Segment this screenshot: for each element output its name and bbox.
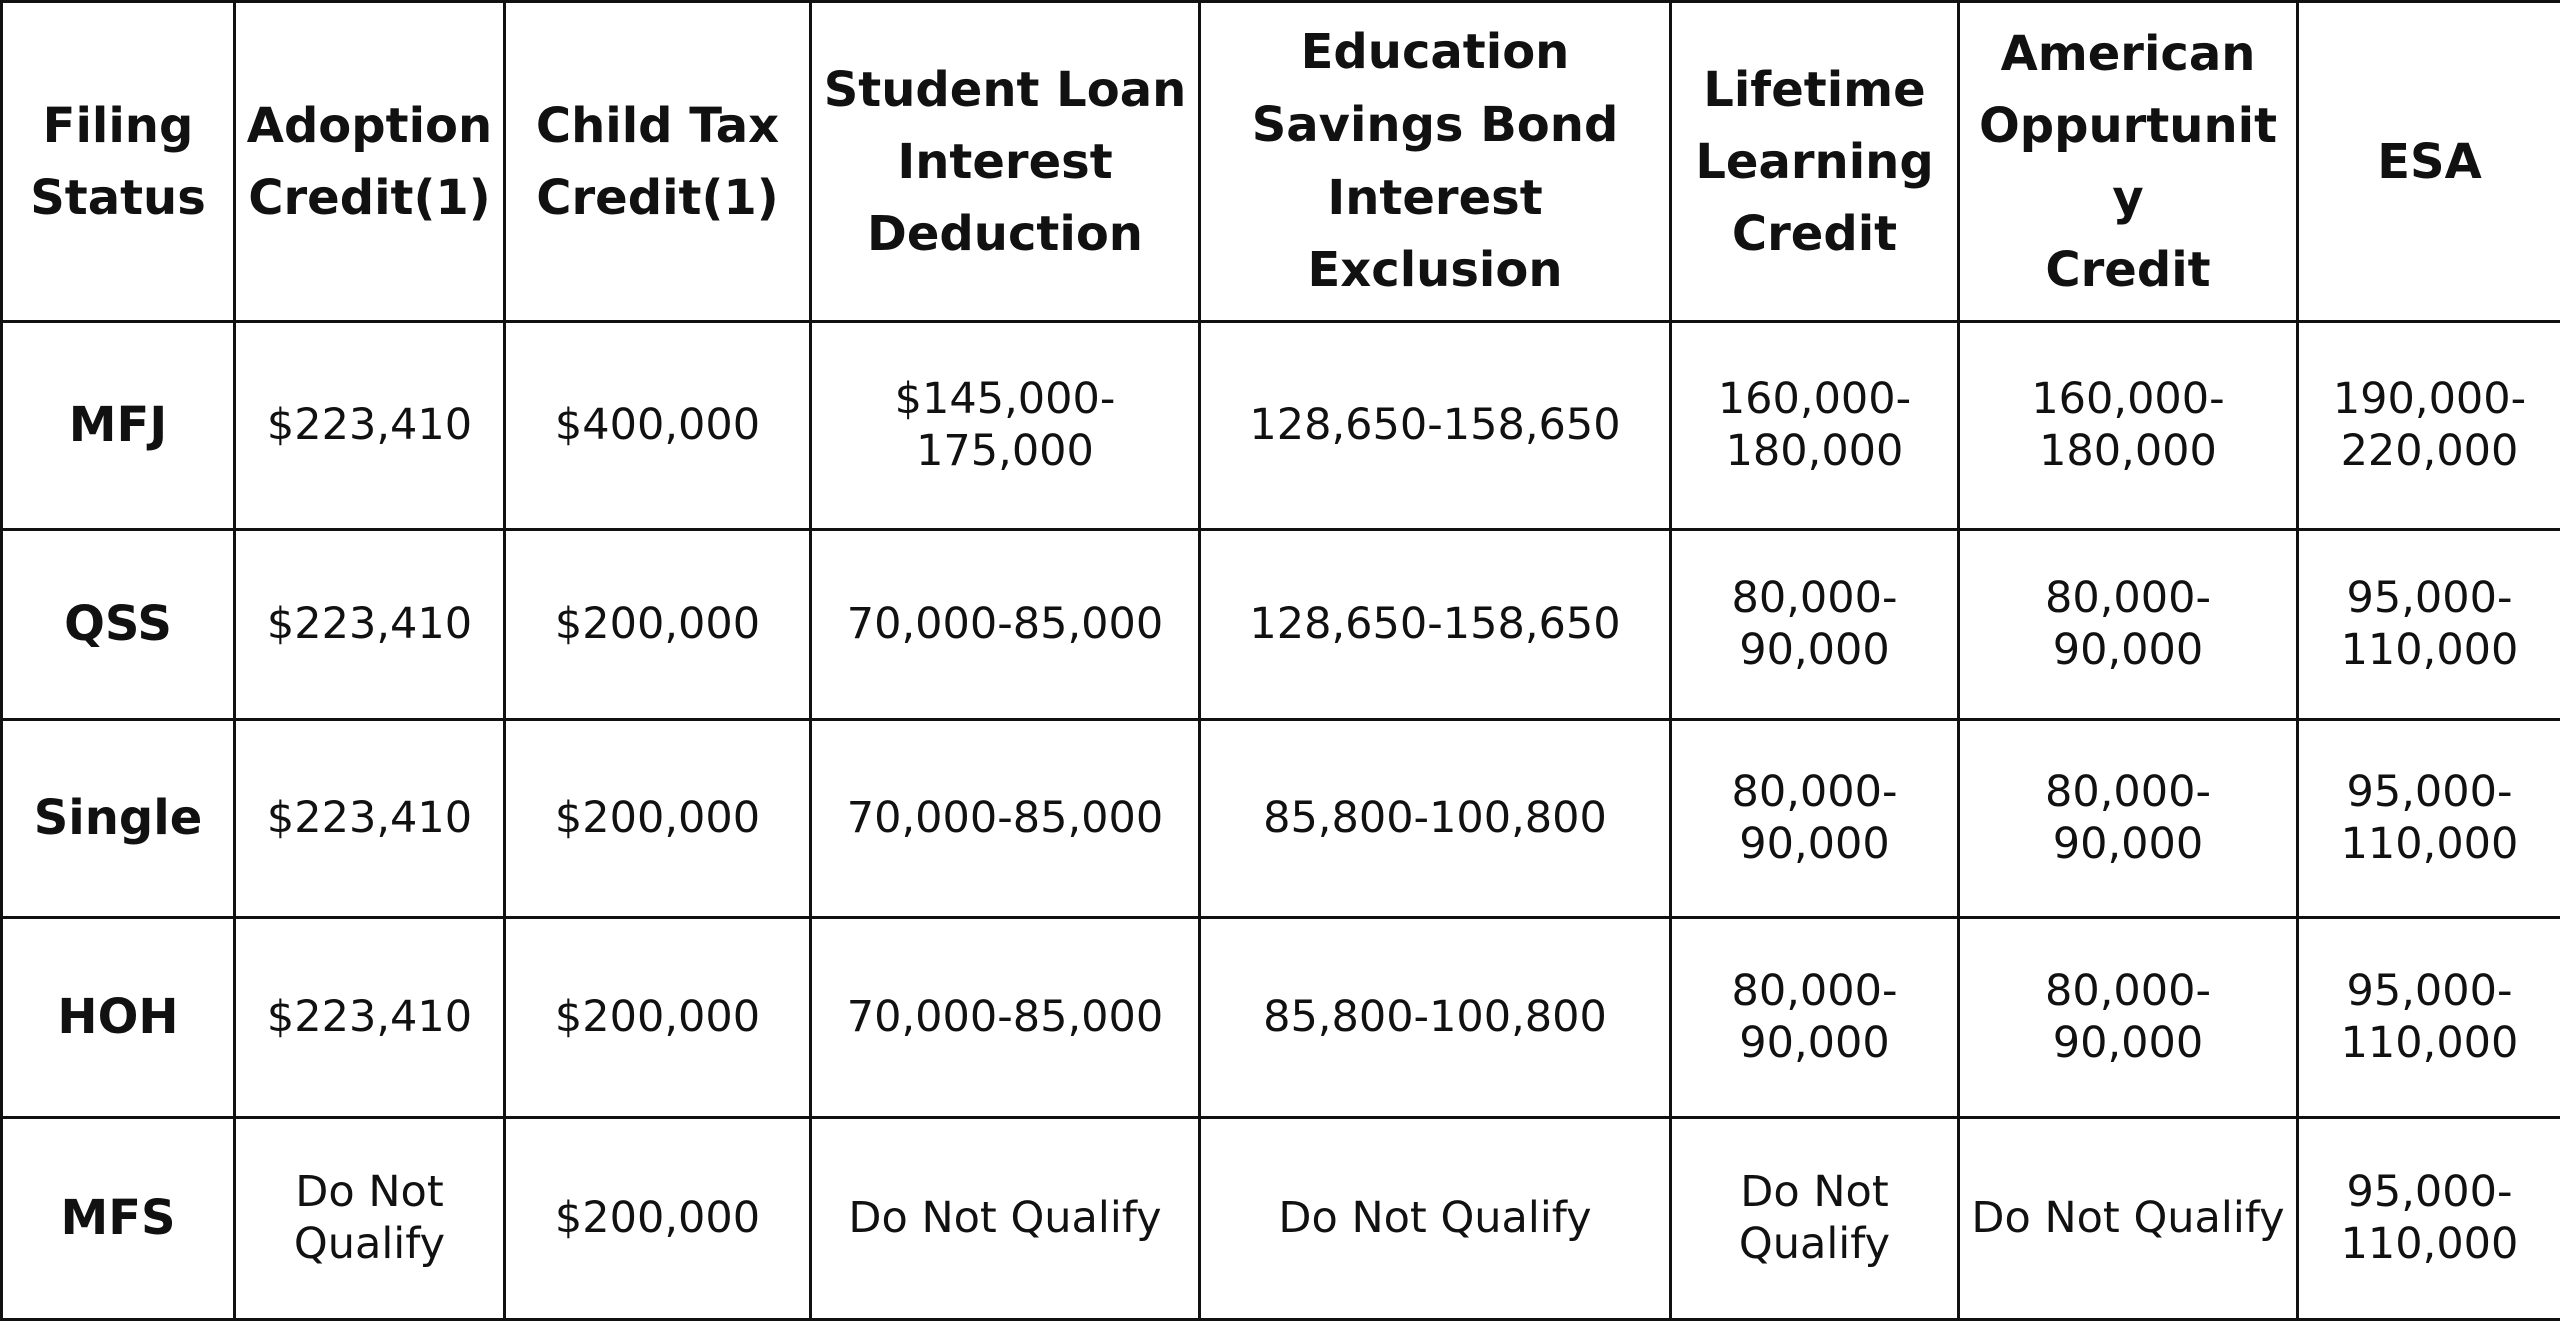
- table-row: [2, 1118, 2560, 1320]
- cell-lifetime-learning-credit: 80,000- 90,000: [1671, 530, 1959, 720]
- cell-student-loan-interest-deduction: Do Not Qualify: [811, 1118, 1200, 1320]
- header-education-savings-bond-interest-exclusion: Education Savings Bond Interest Exclusion: [1200, 2, 1671, 322]
- cell-esa: 95,000- 110,000: [2298, 918, 2560, 1118]
- row-filing-status: Single: [2, 720, 235, 918]
- cell-adoption-credit: $223,410: [235, 530, 505, 720]
- cell-education-savings-bond-interest-exclusion: 85,800-100,800: [1200, 918, 1671, 1118]
- cell-american-opportunity-credit: 160,000- 180,000: [1959, 322, 2298, 530]
- header-filing-status: Filing Status: [2, 2, 235, 322]
- cell-child-tax-credit: $200,000: [505, 720, 811, 918]
- cell-student-loan-interest-deduction: 70,000-85,000: [811, 918, 1200, 1118]
- cell-education-savings-bond-interest-exclusion: Do Not Qualify: [1200, 1118, 1671, 1320]
- cell-adoption-credit: $223,410: [235, 720, 505, 918]
- cell-adoption-credit: Do Not Qualify: [235, 1118, 505, 1320]
- cell-education-savings-bond-interest-exclusion: 128,650-158,650: [1200, 530, 1671, 720]
- cell-esa: 95,000- 110,000: [2298, 720, 2560, 918]
- cell-american-opportunity-credit: 80,000- 90,000: [1959, 530, 2298, 720]
- cell-child-tax-credit: $200,000: [505, 530, 811, 720]
- header-american-opportunity-credit: American Oppurtunity Credit: [1959, 2, 2298, 322]
- cell-esa: 190,000- 220,000: [2298, 322, 2560, 530]
- cell-lifetime-learning-credit: 80,000- 90,000: [1671, 720, 1959, 918]
- row-filing-status: HOH: [2, 918, 235, 1118]
- table-row: [2, 918, 2560, 1118]
- cell-lifetime-learning-credit: 160,000- 180,000: [1671, 322, 1959, 530]
- cell-student-loan-interest-deduction: $145,000- 175,000: [811, 322, 1200, 530]
- cell-american-opportunity-credit: Do Not Qualify: [1959, 1118, 2298, 1320]
- cell-child-tax-credit: $200,000: [505, 918, 811, 1118]
- row-filing-status: MFS: [2, 1118, 235, 1320]
- table-row: [2, 530, 2560, 720]
- cell-american-opportunity-credit: 80,000- 90,000: [1959, 720, 2298, 918]
- cell-child-tax-credit: $400,000: [505, 322, 811, 530]
- cell-child-tax-credit: $200,000: [505, 1118, 811, 1320]
- row-filing-status: QSS: [2, 530, 235, 720]
- cell-lifetime-learning-credit: 80,000- 90,000: [1671, 918, 1959, 1118]
- cell-adoption-credit: $223,410: [235, 322, 505, 530]
- header-student-loan-interest-deduction: Student Loan Interest Deduction: [811, 2, 1200, 322]
- cell-education-savings-bond-interest-exclusion: 85,800-100,800: [1200, 720, 1671, 918]
- cell-esa: 95,000- 110,000: [2298, 1118, 2560, 1320]
- table-row: [2, 322, 2560, 530]
- header-child-tax-credit: Child Tax Credit(1): [505, 2, 811, 322]
- cell-adoption-credit: $223,410: [235, 918, 505, 1118]
- table-row: [2, 720, 2560, 918]
- header-row: [2, 2, 2560, 322]
- cell-student-loan-interest-deduction: 70,000-85,000: [811, 530, 1200, 720]
- cell-american-opportunity-credit: 80,000- 90,000: [1959, 918, 2298, 1118]
- row-filing-status: MFJ: [2, 322, 235, 530]
- header-adoption-credit: Adoption Credit(1): [235, 2, 505, 322]
- cell-lifetime-learning-credit: Do Not Qualify: [1671, 1118, 1959, 1320]
- cell-student-loan-interest-deduction: 70,000-85,000: [811, 720, 1200, 918]
- header-esa: ESA: [2298, 2, 2560, 322]
- header-lifetime-learning-credit: Lifetime Learning Credit: [1671, 2, 1959, 322]
- cell-esa: 95,000- 110,000: [2298, 530, 2560, 720]
- cell-education-savings-bond-interest-exclusion: 128,650-158,650: [1200, 322, 1671, 530]
